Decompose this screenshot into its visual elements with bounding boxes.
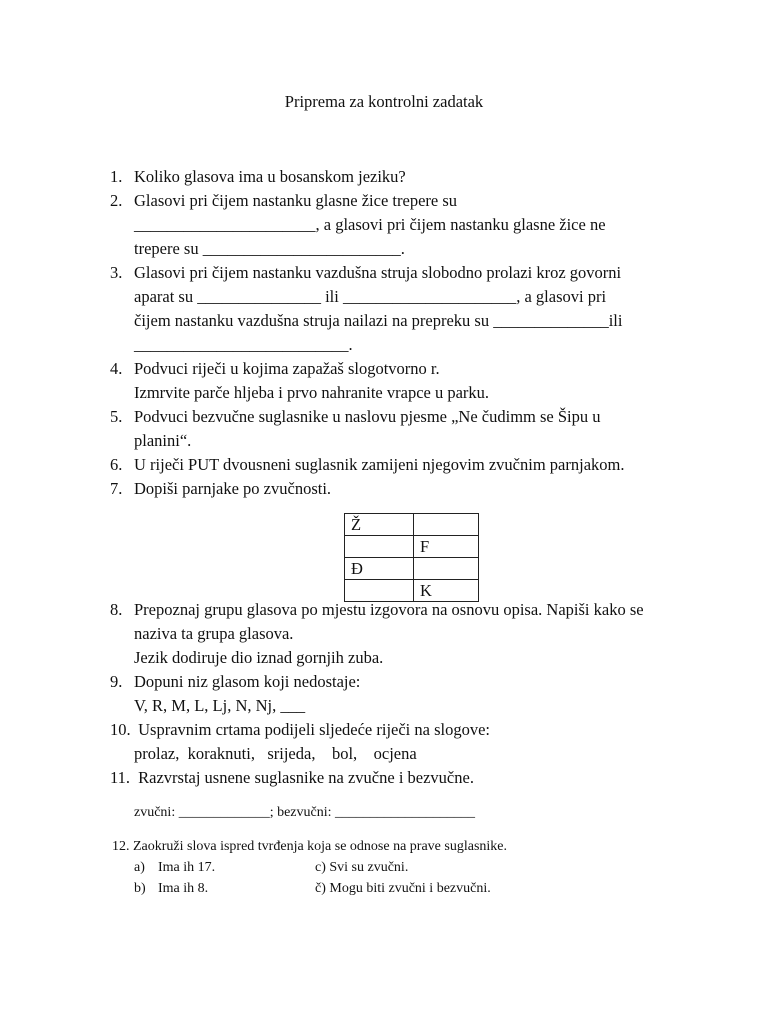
question-4	[0, 357, 768, 405]
table-cell[interactable]: Ž	[345, 514, 414, 536]
question-number: 10.	[110, 720, 131, 739]
question-text: Izmrvite parče hljeba i prvo nahranite vrapce u parku.	[134, 383, 490, 402]
question-list-b	[0, 598, 768, 790]
question-text: trepere su ________________________.	[134, 239, 405, 258]
question-text: Koliko glasova ima u bosanskom jeziku?	[134, 167, 406, 186]
question-number: 6.	[110, 455, 123, 474]
question-text: __________________________.	[134, 335, 353, 354]
table-cell[interactable]: K	[414, 580, 479, 602]
table-cell[interactable]	[414, 558, 479, 580]
question-text: Podvuci riječi u kojima zapažaš slogotvorno r.	[134, 359, 440, 378]
question-text: Podvuci bezvučne suglasnike u naslovu pjesme „Ne čudimm se Šipu u	[134, 407, 601, 426]
question-number: 7.	[110, 479, 123, 498]
page-title: Priprema za kontrolni zadatak	[284, 92, 484, 111]
question-text: naziva ta grupa glasova.	[134, 624, 294, 643]
question-2	[0, 189, 768, 261]
question-number: 11.	[110, 768, 131, 787]
question-8	[0, 598, 768, 670]
table-row	[345, 558, 479, 580]
question-9	[0, 670, 768, 718]
question-3	[0, 261, 768, 357]
table-row	[345, 514, 479, 536]
option-text[interactable]: c) Svi su zvučni.	[315, 860, 409, 875]
q11-answer-line[interactable]: zvučni: _____________; bezvučni: ____________________	[134, 805, 476, 820]
question-text: čijem nastanku vazdušna struja nailazi na prepreku su ______________ili	[134, 311, 623, 330]
question-text: Uspravnim crtama podijeli sljedeće riječi na slogove:	[134, 720, 491, 739]
voicing-pairs-table	[344, 513, 479, 602]
question-list-a	[0, 165, 768, 501]
option-text: Ima ih 17.	[158, 860, 216, 875]
question-text: V, R, M, L, Lj, N, Nj, ___	[134, 696, 306, 715]
question-number: 1.	[110, 167, 123, 186]
question-text: Dopiši parnjake po zvučnosti.	[134, 479, 332, 498]
table-cell[interactable]	[345, 536, 414, 558]
question-number: 8.	[110, 600, 123, 619]
question-11	[0, 766, 768, 790]
question-6	[0, 453, 768, 477]
question-text: Razvrstaj usnene suglasnike na zvučne i bezvučne.	[134, 768, 474, 787]
option-mark[interactable]: a)	[134, 860, 145, 875]
question-7	[0, 477, 768, 501]
table-row	[345, 536, 479, 558]
question-text: planini“.	[134, 431, 192, 450]
question-text: ______________________, a glasovi pri čijem nastanku glasne žice ne	[134, 215, 606, 234]
question-text: U riječi PUT dvousneni suglasnik zamijeni njegovim zvučnim parnjakom.	[134, 455, 625, 474]
table-cell[interactable]: F	[414, 536, 479, 558]
question-number: 2.	[110, 191, 123, 210]
question-number: 5.	[110, 407, 123, 426]
q12-prompt: 12. Zaokruži slova ispred tvrđenja koja se odnose na prave suglasnike.	[112, 839, 508, 854]
question-text: Dopuni niz glasom koji nedostaje:	[134, 672, 361, 691]
table-cell[interactable]: Đ	[345, 558, 414, 580]
option-mark[interactable]: b)	[134, 881, 146, 896]
option-row	[0, 857, 768, 878]
question-5	[0, 405, 768, 453]
question-10	[0, 718, 768, 766]
q12-options	[0, 857, 768, 899]
question-number: 9.	[110, 672, 123, 691]
question-number: 4.	[110, 359, 123, 378]
question-number: 3.	[110, 263, 123, 282]
table-cell[interactable]	[414, 514, 479, 536]
question-text: Glasovi pri čijem nastanku glasne žice trepere su	[134, 191, 458, 210]
question-text: Jezik dodiruje dio iznad gornjih zuba.	[134, 648, 384, 667]
question-text: Glasovi pri čijem nastanku vazdušna struja slobodno prolazi kroz govorni	[134, 263, 622, 282]
option-row	[0, 878, 768, 899]
option-text: Ima ih 8.	[158, 881, 209, 896]
option-text[interactable]: č) Mogu biti zvučni i bezvučni.	[315, 881, 491, 896]
question-text: Prepoznaj grupu glasova po mjestu izgovora na osnovu opisa. Napiši kako se	[134, 600, 644, 619]
question-text: prolaz, koraknuti, srijeda, bol, ocjena	[134, 744, 417, 763]
question-1	[0, 165, 768, 189]
question-text: aparat su _______________ ili _____________________, a glasovi pri	[134, 287, 607, 306]
